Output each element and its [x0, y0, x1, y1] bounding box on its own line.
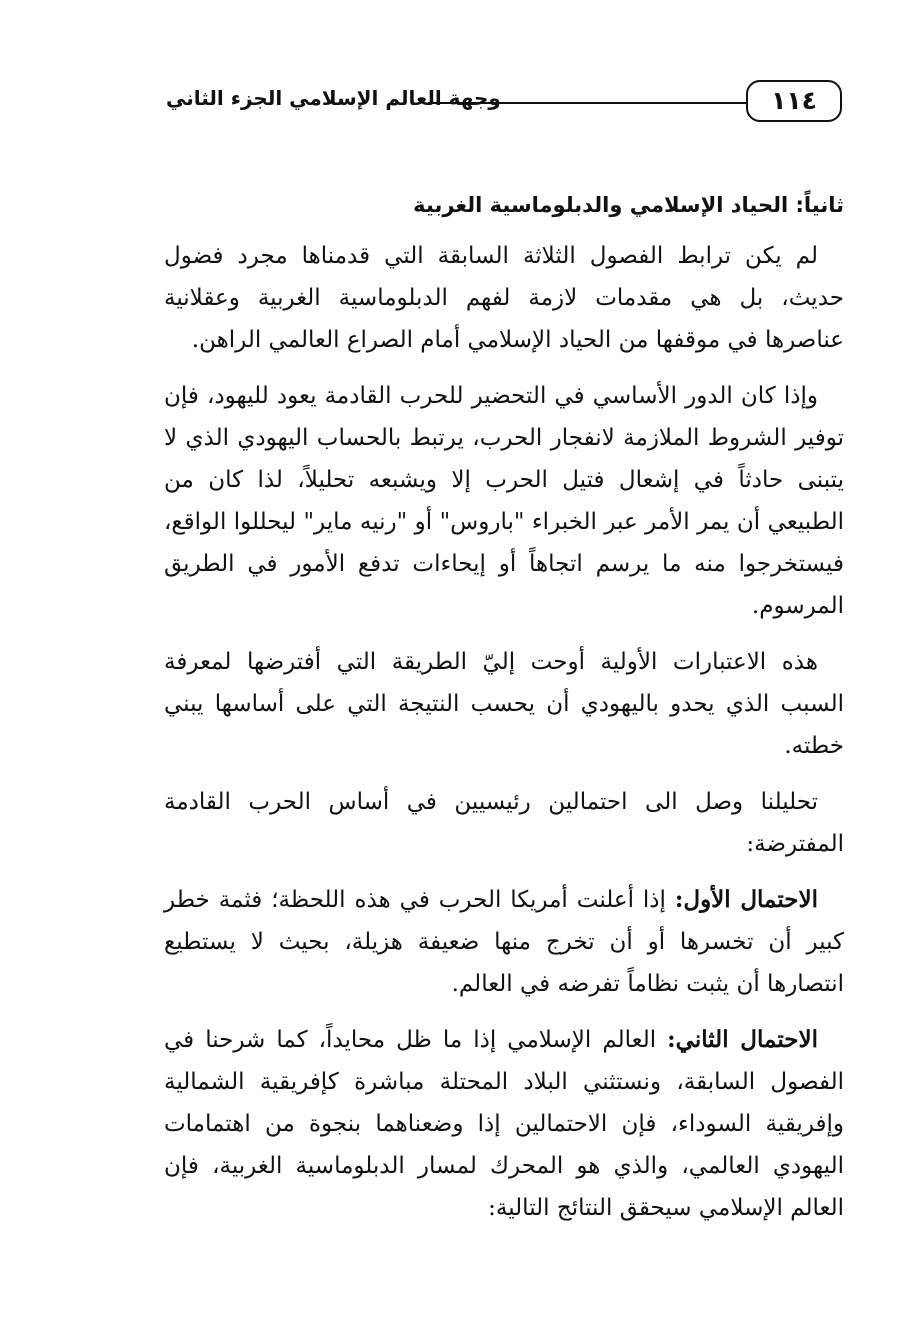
- paragraph-term: الاحتمال الأول:: [674, 886, 818, 913]
- paragraph-2: [164, 375, 844, 627]
- paragraph-4: [164, 781, 844, 865]
- section-heading: ثانياً: الحياد الإسلامي والدبلوماسية الغربية: [413, 193, 844, 217]
- paragraph-6: [164, 1019, 844, 1229]
- paragraph-text: تحليلنا وصل الى احتمالين رئيسيين في أساس الحرب القادمة المفترضة:: [164, 789, 844, 857]
- paragraph-text: لم يكن ترابط الفصول الثلاثة السابقة التي قدمناها مجرد فضول حديث، بل هي مقدمات لازمة لفهم الدبلوماسية الغربية وعقلانية عناصرها في موقفها من الحياد الإسلامي أمام الصراع العالمي الراهن.: [164, 243, 844, 353]
- paragraph-5: [164, 879, 844, 1005]
- running-title: وجهة العالم الإسلامي الجزء الثاني: [166, 86, 501, 110]
- paragraph-term: الاحتمال الثاني:: [667, 1026, 818, 1053]
- running-header: [166, 80, 842, 120]
- paragraph-3: [164, 641, 844, 767]
- paragraph-text: العالم الإسلامي إذا ما ظل محايداً، كما شرحنا في الفصول السابقة، ونستثني البلاد المحتلة مباشرة كإفريقية الشمالية وإفريقية السوداء، فإن الاحتمالين إذا وضعناهما بنجوة من اهتمامات اليهودي العالمي، والذي هو المحرك لمسار الدبلوماسية الغربية، فإن العالم الإسلامي سيحقق النتائج التالية:: [164, 1027, 844, 1221]
- paragraph-text: وإذا كان الدور الأساسي في التحضير للحرب القادمة يعود لليهود، فإن توفير الشروط الملازمة لانفجار الحرب، يرتبط بالحساب اليهودي الذي لا يتبنى حادثاً في إشعال فتيل الحرب إلا ويشبعه تحليلاً، لذا كان من الطبيعي أن يمر الأمر عبر الخبراء "باروس" أو "رنيه ماير" ليحللوا الواقع، فيستخرجوا منه ما يرسم اتجاهاً أو إيحاءات تدفع الأمور في الطريق المرسوم.: [164, 383, 844, 619]
- page-body: [164, 185, 844, 1243]
- paragraph-1: [164, 235, 844, 361]
- paragraph-text: هذه الاعتبارات الأولية أوحت إليّ الطريقة التي أفترضها لمعرفة السبب الذي يحدو باليهودي أن يحسب النتيجة التي على أساسها يبني خطته.: [164, 649, 844, 759]
- page-number: ١١٤: [746, 80, 842, 122]
- paragraph-text: إذا أعلنت أمريكا الحرب في هذه اللحظة؛ فثمة خطر كبير أن تخسرها أو أن تخرج منها ضعيفة هزيلة، بحيث لا يستطيع انتصارها أن يثبت نظاماً تفرضه في العالم.: [164, 887, 844, 997]
